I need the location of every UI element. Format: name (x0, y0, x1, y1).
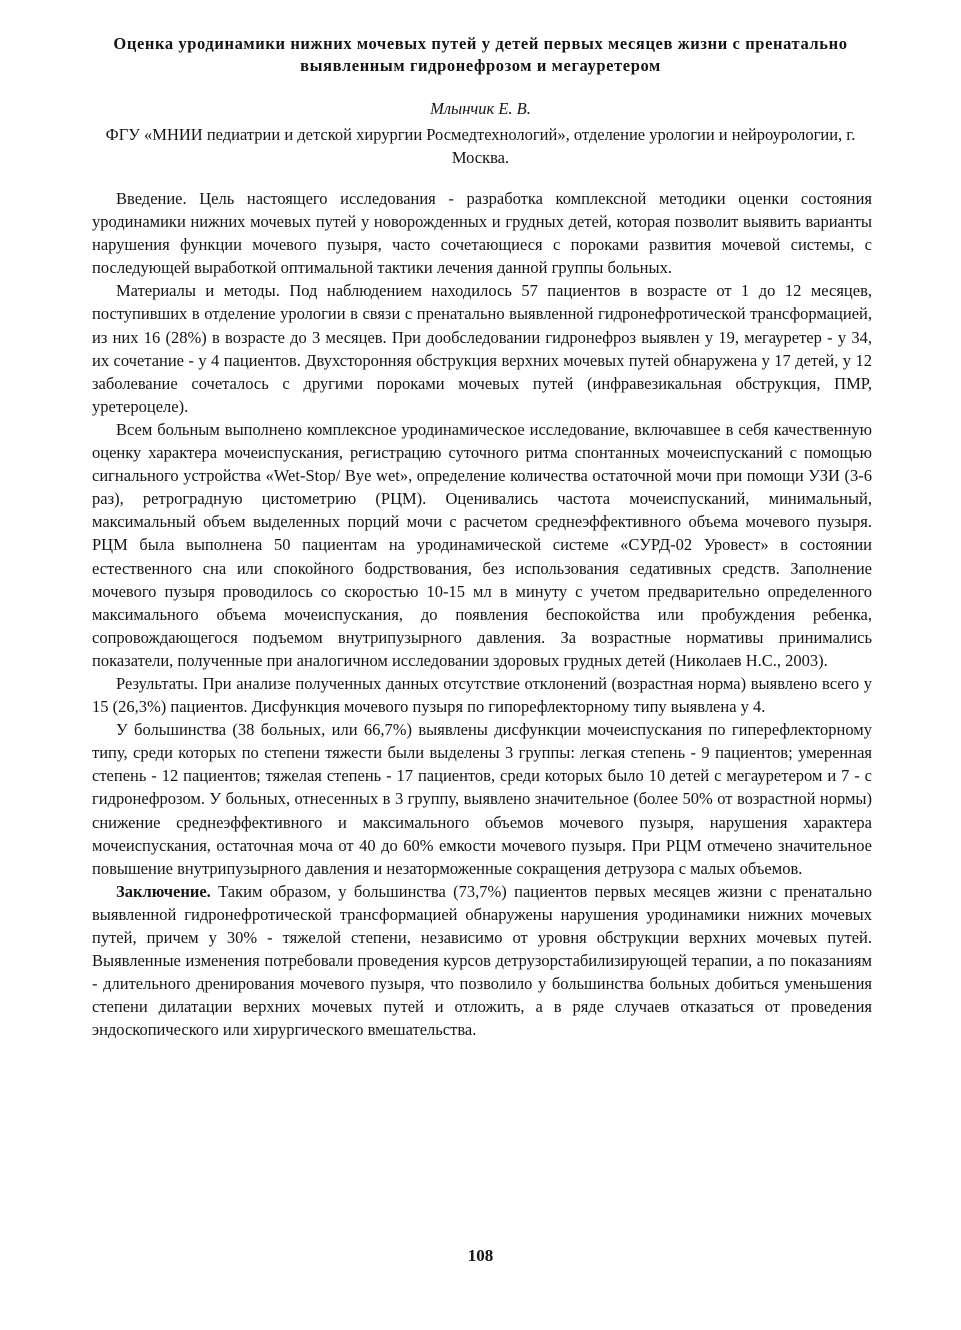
conclusion-heading: Заключение. (116, 881, 211, 901)
author-affiliation: ФГУ «МНИИ педиатрии и детской хирургии Росмедтехнологий», отделение урологии и нейроурологии, г. Москва. (105, 125, 856, 167)
paragraph-conclusion: Заключение. Таким образом, у большинства (73,7%) пациентов первых месяцев жизни с пренатально выявленной гидронефротической трансформацией обнаружены нарушения уродинамики нижних мочевых путей, причем у 30% - тяжелой степени, независимо от уровня обструкции верхних мочевых путей. Выявленные изменения потребовали проведения курсов детрузорстабилизирующей терапии, а по показаниям - длительного дренирования мочевого пузыря, что позволило у большинства больных добиться уменьшения степени дилатации верхних мочевых путей и отложить, а в ряде случаев отказаться от проведения эндоскопического или хирургического вмешательства. (92, 881, 872, 1040)
paragraph-results: Результаты. При анализе полученных данных отсутствие отклонений (возрастная норма) выявлено всего у 15 (26,3%) пациентов. Дисфункция мочевого пузыря по гипорефлекторному типу выявлена у 4. (92, 673, 872, 717)
article-author: Млынчик Е. В. (430, 99, 531, 118)
article-body (92, 187, 872, 1041)
paragraph-materials-methods: Материалы и методы. Под наблюдением находилось 57 пациентов в возрасте от 1 до 12 месяцев, поступивших в отделение урологии в связи с пренатально выявленной гидронефротической трансформацией, из них 16 (28%) в возрасте до 3 месяцев. При дообследовании гидронефроз выявлен у 19, мегауретер - у 34, их сочетание - у 4 пациентов. Двухсторонняя обструкция верхних мочевых путей обнаружена у 17 детей, у 12 заболевание сочеталось с другими пороками мочевых путей (инфравезикальная обструкция, ПМР, уретероцеле). (92, 281, 872, 416)
paragraph-introduction: Введение. Цель настоящего исследования - разработка комплексной методики оценки состояния уродинамики нижних мочевых путей у новорожденных и грудных детей, которая позволит выявить варианты нарушения функции мочевого пузыря, часто сочетающиеся с пороками развития мочевой системы, с последующей выработкой оптимальной тактики лечения данной группы больных. (92, 189, 872, 278)
page-number: 108 (467, 1246, 494, 1265)
article-title: Оценка уродинамики нижних мочевых путей у детей первых месяцев жизни с пренатально выявленным гидронефрозом и мегауретером (113, 34, 848, 75)
paragraph-results-detail: У большинства (38 больных, или 66,7%) выявлены дисфункции мочеиспускания по гиперефлекторному типу, среди которых по степени тяжести были выделены 3 группы: легкая степень - 9 пациентов; умеренная степень - 12 пациентов; тяжелая степень - 17 пациентов, среди которых было 10 детей с мегауретером и 7 - с гидронефрозом. У больных, отнесенных в 3 группу, выявлено значительное (более 50% от возрастной нормы) снижение среднеэффективного и максимального объемов мочевого пузыря, нарушения характера мочеиспускания, остаточная моча от 40 до 60% емкости мочевого пузыря. При РЦМ отмечено значительное повышение внутрипузырного давления и незаторможенные сокращения детрузора с малых объемов. (92, 720, 872, 878)
paragraph-methods-detail: Всем больным выполнено комплексное уродинамическое исследование, включавшее в себя качественную оценку характера мочеиспускания, регистрацию суточного ритма спонтанных мочеиспусканий с помощью сигнального устройства «Wet-Stop/ Bye wet», определение количества остаточной мочи при помощи УЗИ (3-6 раз), ретроградную цистометрию (РЦМ). Оценивались частота мочеиспусканий, минимальный, максимальный объем выделенных порций мочи с расчетом среднеэффективного объема мочевого пузыря. РЦМ была выполнена 50 пациентам на уродинамической системе «СУРД-02 Уровест» в состоянии естественного сна или спокойного бодрствования, без использования седативных средств. Заполнение мочевого пузыря проводилось со скоростью 10-15 мл в минуту с учетом предварительно определенного максимального объема мочеиспускания, до появления беспокойства или пробуждения ребенка, сопровождающегося подъемом внутрипузырного давления. За возрастные нормативы принимались показатели, полученные при аналогичном исследовании здоровых грудных детей (Николаев Н.С., 2003). (92, 419, 872, 670)
